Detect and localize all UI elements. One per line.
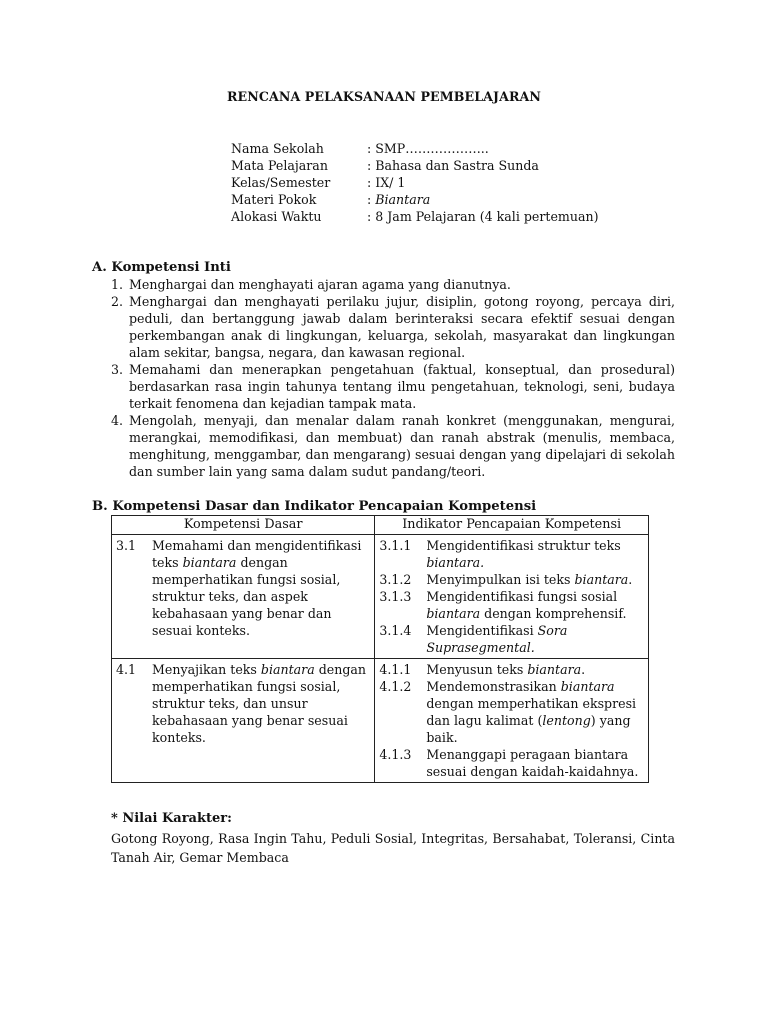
list-number: 3. — [111, 362, 124, 377]
identity-value: : 8 Jam Pelajaran (4 kali pertemuan) — [367, 209, 599, 224]
identity-value-materi: : Biantara — [367, 192, 431, 207]
indikator-text-part: Menyimpulkan isi teks — [426, 572, 575, 587]
indikator-text-part: Mengidentifikasi struktur teks — [426, 538, 621, 553]
kd-text-part: dengan memperhatikan fungsi sosial, struktur teks, dan aspek kebahasaan yang benar dan sesuai konteks. — [152, 555, 341, 638]
indikator-number: 4.1.1 — [379, 662, 412, 677]
identity-block — [231, 140, 598, 225]
indikator-text — [426, 678, 644, 746]
indikator-text-part: . — [581, 662, 586, 677]
kd-text-part: dengan memperhatikan fungsi sosial, struktur teks, dan unsur kebahasaan yang benar sesuai konteks. — [152, 662, 367, 745]
list-text: Menghargai dan menghayati perilaku jujur, disiplin, gotong royong, percaya diri, peduli, dan bertanggung jawab dalam berinteraksi secara efektif sesuai dengan perkembangan anak di lingkungan, keluarga, sekolah, masyarakat dan lingkungan alam sekitar, bangsa, negara, dan kawasan regional. — [129, 294, 675, 360]
indikator-text-italic: lentong — [542, 713, 591, 728]
identity-row — [231, 157, 598, 174]
identity-value: : IX/ 1 — [367, 175, 406, 190]
identity-row — [231, 208, 598, 225]
indikator-entry — [379, 571, 644, 588]
identity-label: Alokasi Waktu — [231, 209, 322, 224]
indikator-number: 3.1.3 — [379, 589, 412, 604]
list-number: 4. — [111, 413, 124, 428]
indikator-number: 3.1.4 — [379, 623, 412, 638]
indikator-text — [426, 537, 644, 571]
list-item — [111, 361, 675, 412]
kd-text-italic: biantara — [182, 555, 237, 570]
indikator-text-part: Mengidentifikasi fungsi sosial — [426, 589, 618, 604]
identity-label: Materi Pokok — [231, 192, 317, 207]
indikator-cell — [375, 659, 649, 783]
kd-number: 3.1 — [116, 538, 137, 553]
indikator-text-italic: biantara. — [426, 555, 485, 570]
indikator-text — [426, 588, 644, 622]
list-text: Memahami dan menerapkan pengetahuan (faktual, konseptual, dan prosedural) berdasarkan rasa ingin tahunya tentang ilmu pengetahuan, teknologi, seni, budaya terkait fenomena dan kejadian tampak mata. — [129, 362, 675, 411]
table-header-row — [112, 516, 649, 535]
kd-text-italic: biantara — [260, 662, 315, 677]
indikator-number: 4.1.2 — [379, 679, 412, 694]
indikator-text-part: . — [628, 572, 633, 587]
nilai-karakter-heading: * Nilai Karakter: — [111, 811, 232, 826]
document-title: RENCANA PELAKSANAAN PEMBELAJARAN — [226, 89, 542, 104]
identity-row — [231, 140, 598, 157]
kd-entry — [116, 537, 370, 639]
indikator-text-part: Menanggapi peragaan biantara sesuai dengan kaidah-kaidahnya. — [426, 747, 639, 779]
indikator-text-part: ) yang baik. — [426, 713, 631, 745]
kd-number: 4.1 — [116, 662, 137, 677]
indikator-entry — [379, 537, 644, 571]
indikator-number: 4.1.3 — [379, 747, 412, 762]
kd-text-part: Memahami dan mengidentifikasi teks — [152, 538, 362, 570]
indikator-entry — [379, 622, 644, 656]
column-header-indikator: Indikator Pencapaian Kompetensi — [375, 516, 649, 535]
indikator-text-part: Mengidentifikasi — [426, 623, 538, 638]
materi-italic: Biantara — [375, 192, 431, 207]
indikator-entry — [379, 678, 644, 746]
indikator-entry — [379, 746, 644, 780]
indikator-text-italic: biantara — [574, 572, 629, 587]
indikator-text-part: Mendemonstrasikan — [426, 679, 561, 694]
kd-text — [152, 537, 370, 639]
section-a-heading: A. Kompetensi Inti — [92, 260, 231, 275]
indikator-text-italic: biantara — [527, 662, 582, 677]
kd-cell — [112, 659, 375, 783]
identity-row — [231, 191, 598, 208]
indikator-text-italic: biantara — [560, 679, 615, 694]
column-header-kd: Kompetensi Dasar — [112, 516, 375, 535]
indikator-text — [426, 661, 644, 678]
kd-cell — [112, 535, 375, 659]
indikator-text-part: Menyusun teks — [426, 662, 528, 677]
indikator-entry — [379, 588, 644, 622]
list-text: Mengolah, menyaji, dan menalar dalam ranah konkret (menggunakan, mengurai, merangkai, memodifikasi, dan membuat) dan ranah abstrak (menulis, membaca, menghitung, menggambar, dan mengarang) sesuai dengan yang dipelajari di sekolah dan sumber lain yang sama dalam sudut pandang/teori. — [129, 413, 675, 479]
indikator-number: 3.1.2 — [379, 572, 412, 587]
kd-text-part: Menyajikan teks — [152, 662, 261, 677]
list-number: 1. — [111, 277, 124, 292]
kd-entry — [116, 661, 370, 746]
table-row — [112, 535, 649, 659]
indikator-cell — [375, 535, 649, 659]
list-number: 2. — [111, 294, 124, 309]
list-item — [111, 293, 675, 361]
indikator-text-italic: Sora Suprasegmental. — [426, 623, 568, 655]
table-row — [112, 659, 649, 783]
nilai-karakter-text: Gotong Royong, Rasa Ingin Tahu, Peduli Sosial, Integritas, Bersahabat, Toleransi, Cinta Tanah Air, Gemar Membaca — [111, 831, 675, 865]
identity-row — [231, 174, 598, 191]
identity-label: Mata Pelajaran — [231, 158, 328, 173]
indikator-text-italic: biantara — [426, 606, 481, 621]
list-item — [111, 412, 675, 480]
indikator-text-part: dengan memperhatikan ekspresi dan lagu kalimat ( — [426, 696, 637, 728]
identity-value: : Bahasa dan Sastra Sunda — [367, 158, 539, 173]
identity-value: : SMP……………….. — [367, 141, 489, 156]
section-b-heading: B. Kompetensi Dasar dan Indikator Pencapaian Kompetensi — [92, 499, 537, 514]
indikator-text-part: dengan komprehensif. — [480, 606, 627, 621]
indikator-text — [426, 622, 644, 656]
list-text: Menghargai dan menghayati ajaran agama yang dianutnya. — [129, 277, 511, 292]
list-item — [111, 276, 675, 293]
kompetensi-inti-list — [111, 276, 675, 480]
kd-text — [152, 661, 370, 746]
indikator-text — [426, 746, 644, 780]
identity-label: Kelas/Semester — [231, 175, 331, 190]
kompetensi-table — [111, 515, 649, 783]
indikator-entry — [379, 661, 644, 678]
indikator-text — [426, 571, 644, 588]
identity-label: Nama Sekolah — [231, 141, 324, 156]
indikator-number: 3.1.1 — [379, 538, 412, 553]
